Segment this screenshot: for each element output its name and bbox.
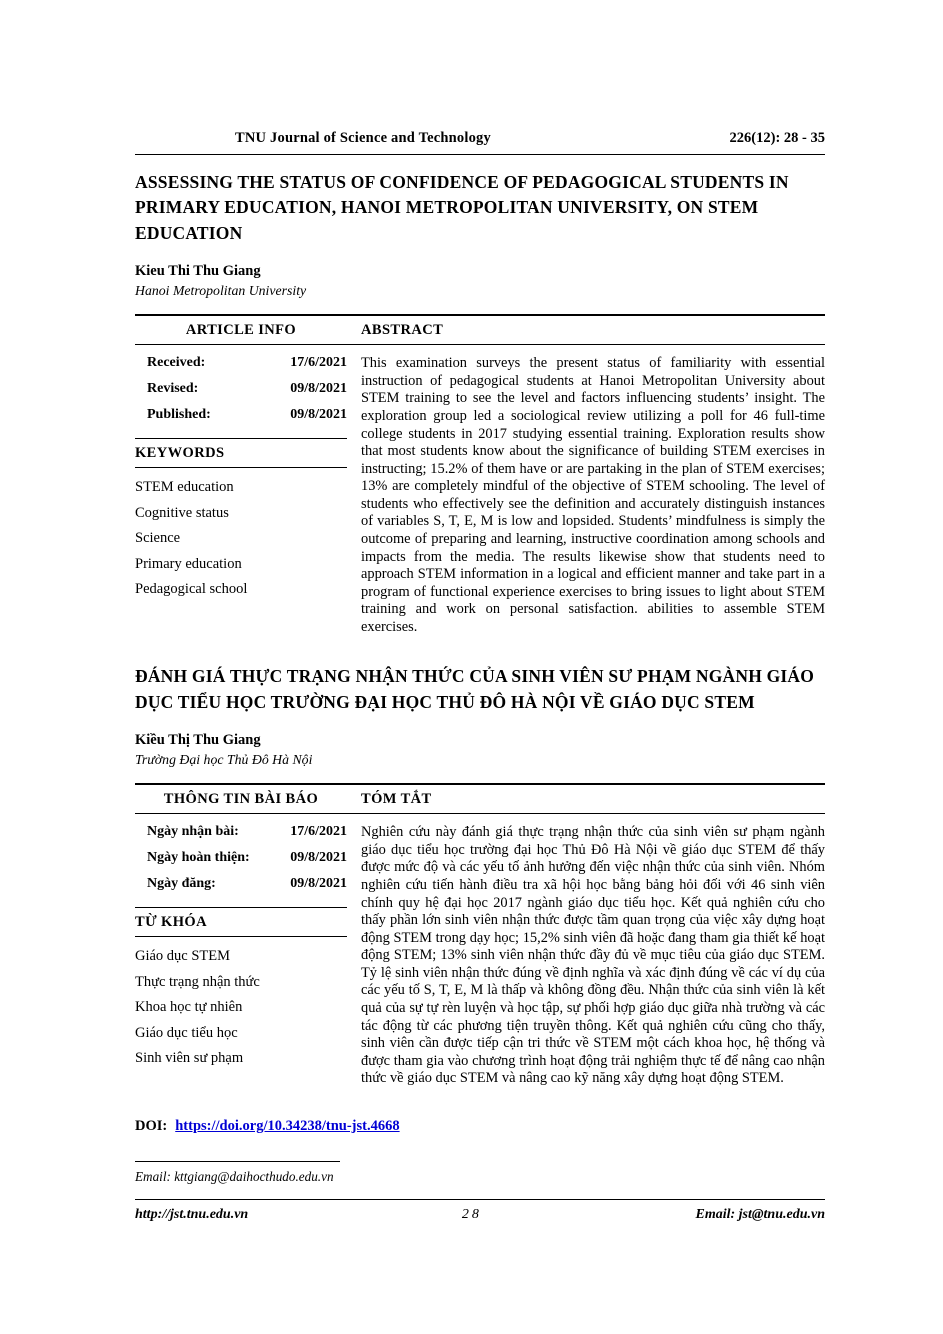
- author-english: Kieu Thi Thu Giang: [135, 263, 261, 280]
- keyword-item: Sinh viên sư phạm: [135, 1050, 244, 1067]
- info-row-revised-vn: [135, 850, 347, 866]
- keywords-header-vietnamese: TỪ KHÓA: [135, 907, 347, 937]
- abstract-text-english: This examination surveys the present status of familiarity with essential instruction of pedagogical students at Hanoi Metropolitan University about STEM training to see the level and factors influencing students’ insight. The exploration group led a sociological review utilizing a poll for 46 full-time college students in 2017 studying essential training. Exploration results show that most students know about the significance of building STEM exercises in instructing; 15.2% of them have or are partaking in the plan of STEM exercises; 13% are completely mindful of the objective of STEM schooling. The level of students who effectively see the definition and accurately distinguish instances of variables S, T, E, M is low and lopsided. Students’ mindfulness is simply the outcome of preparing and learning, instructive coordination among schools and impacts from the media. The results likewise show that students need to approach STEM information in a logical and efficient manner and take part in a program of functional experience exercises to bring issues to light about STEM training and work on personal satisfaction. abilities to assemble STEM exercises.: [361, 355, 825, 636]
- affiliation-english: Hanoi Metropolitan University: [135, 283, 307, 299]
- info-value: 09/8/2021: [290, 407, 347, 423]
- info-row-revised: [135, 381, 347, 397]
- keyword-item: Khoa học tự nhiên: [135, 999, 243, 1016]
- running-head: [135, 130, 825, 155]
- keyword-item: Giáo dục STEM: [135, 948, 231, 965]
- abstract-text-vietnamese: Nghiên cứu này đánh giá thực trạng nhận thức của sinh viên sư phạm ngành giáo dục tiểu học trường đại học Thủ Đô Hà Nội về giáo dục STEM để thấy được mức độ và các yếu tố ảnh hưởng đến việc nhận thức của sinh viên. Nhóm nghiên cứu tiến hành điều tra xã hội học bằng bảng hỏi đối với 46 sinh viên chính quy hệ đại học 2017 ngành giáo dục tiểu học. Kết quả nghiên cứu cho thấy phần lớn sinh viên nhận thức được tầm quan trọng của việc xây dựng hoạt động STEM trong dạy học; 15,2% sinh viên đã hoặc đang tham gia thiết kế hoạt động STEM; 13% sinh viên nhận thức đầy đủ về mục tiêu của giáo dục STEM. Tỷ lệ sinh viên nhận thức đúng về định nghĩa và xác định đúng về các ví dụ của các yếu tố S, T, E, M là thấp và không đồng đều. Nhận thức của sinh viên là kết quả của sự tự rèn luyện và học tập, sự phối hợp giáo dục giữa nhà trường và các tác động từ các phương tiện truyền thông. Kết quả nghiên cứu cũng cho thấy, sinh viên cần được tiếp cận tri thức về STEM một cách khoa học, hệ thống và được tham gia vào chương trình hoạt động trải nghiệm thực tế để nâng cao nhận thức về giáo dục STEM và nâng cao kỹ năng xây dựng hoạt động STEM.: [361, 824, 825, 1087]
- author-footnote: [135, 1161, 825, 1185]
- article-info-table-english: [135, 314, 825, 637]
- info-label: Published:: [147, 407, 211, 423]
- title-english: ASSESSING THE STATUS OF CONFIDENCE OF PEDAGOGICAL STUDENTS IN PRIMARY EDUCATION, HANOI METROPOLITAN UNIVERSITY, ON STEM EDUCATION: [135, 172, 789, 243]
- keyword-item: Cognitive status: [135, 504, 229, 521]
- doi-label: DOI:: [135, 1118, 168, 1135]
- footer-page-number: 28: [461, 1207, 482, 1223]
- info-value: 09/8/2021: [290, 876, 347, 892]
- abstract-header: ABSTRACT: [361, 322, 444, 339]
- keyword-item: Pedagogical school: [135, 581, 248, 598]
- table-header-row: [135, 316, 825, 345]
- info-row-published-vn: [135, 876, 347, 892]
- table-body-row: [135, 345, 825, 637]
- table-header-row: [135, 785, 825, 814]
- keyword-item: Science: [135, 530, 181, 547]
- table-body-row: [135, 814, 825, 1088]
- keyword-item: Primary education: [135, 555, 242, 572]
- info-value: 09/8/2021: [290, 381, 347, 397]
- page-footer: [135, 1199, 825, 1223]
- journal-name: TNU Journal of Science and Technology: [235, 130, 491, 146]
- article-info-column: [135, 355, 347, 637]
- doi-row: [135, 1118, 825, 1135]
- issue-pages: 226(12): 28 - 35: [729, 130, 825, 146]
- info-row-received: [135, 355, 347, 371]
- info-value: 17/6/2021: [290, 355, 347, 371]
- info-label: Ngày nhận bài:: [147, 824, 239, 840]
- article-info-header: ARTICLE INFO: [185, 322, 297, 339]
- article-info-column-vn: [135, 824, 347, 1088]
- info-row-received-vn: [135, 824, 347, 840]
- info-label: Ngày đăng:: [147, 876, 216, 892]
- article-info-header-vn: THÔNG TIN BÀI BÁO: [163, 791, 319, 808]
- info-value: 09/8/2021: [290, 850, 347, 866]
- keyword-item: Giáo dục tiểu học: [135, 1024, 238, 1041]
- abstract-header-vn: TÓM TẮT: [361, 791, 432, 808]
- author-vietnamese: Kiều Thị Thu Giang: [135, 732, 261, 749]
- info-row-published: [135, 407, 347, 423]
- info-label: Revised:: [147, 381, 199, 397]
- info-label: Ngày hoàn thiện:: [147, 850, 250, 866]
- keywords-list-english: [135, 479, 347, 598]
- info-label: Received:: [147, 355, 206, 371]
- keywords-list-vietnamese: [135, 948, 347, 1067]
- keywords-header-english: KEYWORDS: [135, 438, 347, 468]
- corresponding-email: Email: kttgiang@daihocthudo.edu.vn: [135, 1169, 334, 1185]
- doi-link[interactable]: https://doi.org/10.34238/tnu-jst.4668: [175, 1118, 400, 1135]
- footnote-rule: [135, 1161, 340, 1162]
- title-vietnamese: ĐÁNH GIÁ THỰC TRẠNG NHẬN THỨC CỦA SINH VIÊN SƯ PHẠM NGÀNH GIÁO DỤC TIỂU HỌC TRƯỜNG ĐẠI HỌC THỦ ĐÔ HÀ NỘI VỀ GIÁO DỤC STEM: [135, 665, 815, 712]
- affiliation-vietnamese: Trường Đại học Thủ Đô Hà Nội: [135, 752, 313, 768]
- article-info-table-vietnamese: [135, 783, 825, 1088]
- info-value: 17/6/2021: [290, 824, 347, 840]
- keyword-item: Thực trạng nhận thức: [135, 973, 260, 990]
- keyword-item: STEM education: [135, 479, 234, 496]
- footer-journal-url: http://jst.tnu.edu.vn: [135, 1207, 249, 1223]
- footer-journal-email: Email: jst@tnu.edu.vn: [695, 1207, 825, 1223]
